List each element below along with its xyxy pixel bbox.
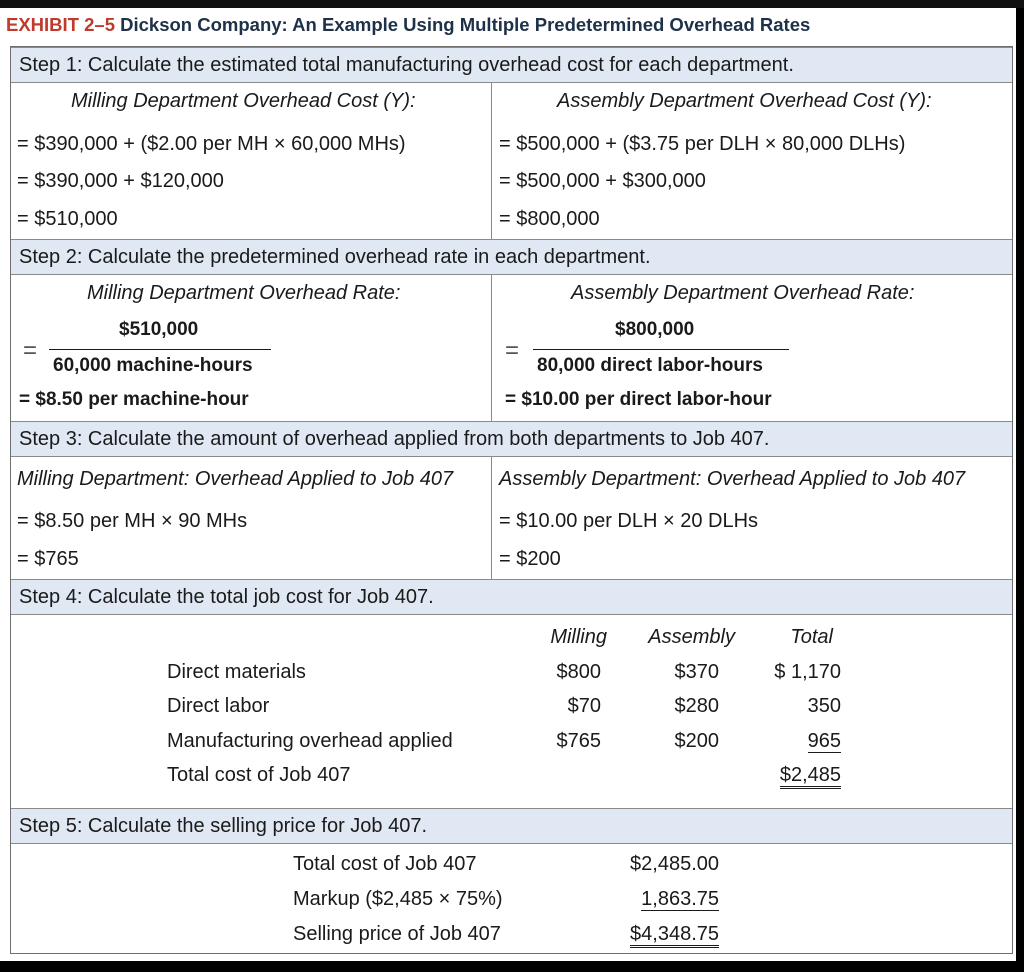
table-cell-milling: $765 [556, 730, 601, 752]
table-cell-milling: $800 [556, 661, 601, 683]
table-cell-total: $2,485 [780, 764, 841, 789]
table-row-label: Direct labor [167, 695, 270, 717]
step3-milling-line: = $8.50 per MH × 90 MHs [17, 510, 248, 532]
exhibit-frame [10, 46, 1013, 954]
exhibit-sheet [0, 8, 1016, 961]
equals-sign: = [23, 337, 38, 364]
selling-row-label: Markup ($2,485 × 75%) [293, 888, 503, 910]
table-cell-milling: $70 [567, 695, 601, 717]
column-divider [491, 83, 492, 239]
selling-row-label: Total cost of Job 407 [293, 853, 477, 875]
step1-milling-line: = $390,000 + $120,000 [17, 170, 224, 192]
assembly-rate-numerator: $800,000 [615, 319, 695, 340]
step1-header: Step 1: Calculate the estimated total manufacturing overhead cost for each department. [11, 47, 1012, 83]
step1-milling-line: = $510,000 [17, 208, 118, 230]
step3-assembly-line: = $200 [499, 548, 561, 570]
table-cell-assembly: $200 [674, 730, 719, 752]
exhibit-label: EXHIBIT 2–5 [6, 14, 115, 35]
step3-header: Step 3: Calculate the amount of overhead applied from both departments to Job 407. [11, 421, 1012, 457]
exhibit-title-text: Dickson Company: An Example Using Multiple Predetermined Overhead Rates [120, 14, 811, 35]
column-divider [491, 457, 492, 579]
table-cell-assembly: $370 [674, 661, 719, 683]
table-cell-assembly: $280 [674, 695, 719, 717]
selling-row-value: $4,348.75 [630, 923, 719, 948]
column-header-total: Total [790, 626, 833, 648]
assembly-rate-denominator: 80,000 direct labor-hours [537, 355, 763, 376]
table-row-label: Direct materials [167, 661, 306, 683]
table-cell-total: 350 [807, 695, 841, 717]
step3-assembly-line: = $10.00 per DLH × 20 DLHs [499, 510, 759, 532]
step5-header: Step 5: Calculate the selling price for Job 407. [11, 808, 1012, 844]
step3-milling-heading: Milling Department: Overhead Applied to Job 407 [17, 468, 454, 490]
table-row-label: Manufacturing overhead applied [167, 730, 453, 752]
table-cell-total: $ 1,170 [774, 661, 841, 683]
selling-row-value: 1,863.75 [641, 888, 719, 910]
step1-assembly-line: = $800,000 [499, 208, 600, 230]
selling-row-label: Selling price of Job 407 [293, 923, 501, 945]
step2-header: Step 2: Calculate the predetermined overhead rate in each department. [11, 239, 1012, 275]
step1-assembly-heading: Assembly Department Overhead Cost (Y): [557, 90, 932, 112]
step1-milling-line: = $390,000 + ($2.00 per MH × 60,000 MHs) [17, 133, 406, 155]
table-cell-total: 965 [807, 730, 841, 752]
exhibit-title [6, 14, 810, 36]
equals-sign: = [505, 337, 520, 364]
step1-milling-heading: Milling Department Overhead Cost (Y): [71, 90, 416, 112]
step2-assembly-heading: Assembly Department Overhead Rate: [571, 282, 915, 304]
step3-milling-line: = $765 [17, 548, 79, 570]
column-header-assembly: Assembly [648, 626, 735, 648]
step2-milling-heading: Milling Department Overhead Rate: [87, 282, 401, 304]
milling-rate-denominator: 60,000 machine-hours [53, 355, 253, 376]
fraction-bar [533, 349, 789, 350]
step3-assembly-heading: Assembly Department: Overhead Applied to Job 407 [499, 468, 966, 490]
fraction-bar [49, 349, 271, 350]
milling-rate-result: = $8.50 per machine-hour [19, 389, 249, 410]
column-header-milling: Milling [550, 626, 607, 648]
column-divider [491, 275, 492, 421]
table-row-label: Total cost of Job 407 [167, 764, 351, 786]
selling-row-value: $2,485.00 [630, 853, 719, 875]
step1-assembly-line: = $500,000 + ($3.75 per DLH × 80,000 DLHs) [499, 133, 906, 155]
step4-header: Step 4: Calculate the total job cost for Job 407. [11, 579, 1012, 615]
step1-assembly-line: = $500,000 + $300,000 [499, 170, 706, 192]
assembly-rate-result: = $10.00 per direct labor-hour [505, 389, 772, 410]
top-bar [0, 0, 1024, 8]
milling-rate-numerator: $510,000 [119, 319, 199, 340]
